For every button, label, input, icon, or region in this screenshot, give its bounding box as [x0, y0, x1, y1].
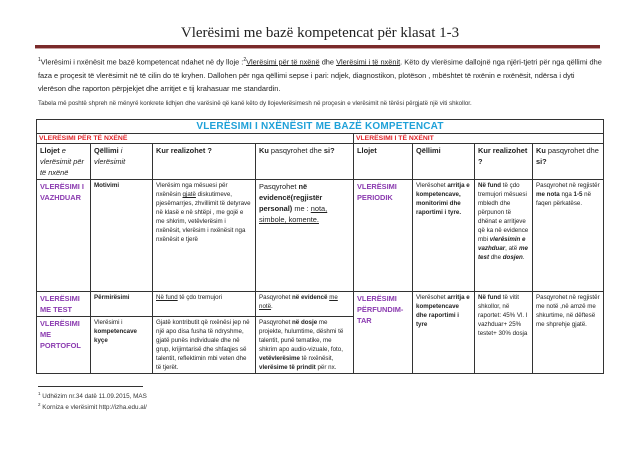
table-row: [37, 292, 604, 317]
col-header-when-left: Kur realizohet ?: [153, 144, 256, 180]
when-cell: Gjatë kontributit që nxënësi jep në një apo disa fusha të ndryshme, gjatë punës individuale dhe në grup, krijimtarisë dhe shfaqjes së talentit, reflektimin mbi veten dhe të tjerët.: [153, 317, 256, 374]
table-row: [37, 180, 604, 292]
link-vleresimi-per-te-nxene[interactable]: Vlerësimi për të nxënë: [246, 57, 320, 67]
intro-paragraph: $^1$Vlerësimi i nxënësit me bazë kompetencat ndahet në dy lloje :$^2$Vlerësimi për të nxënë dhe Vlerësimi i të nxënit. Këto dy vlerësime dallojnë nga njëri-tjetri për nga qëllimi dhe faza e proçesit të vlerësimit në të cilin do të kryhen. Dallohen për nga qëllimi sepse i pari: ndjek, diagnostikon, plotëson , mbështet të nxënin e nxënësit, ndërsa i dyti vlerëson dhe raporton përpjekjet dhe arritjet e tij krahasuar me standardin.: [38, 57, 602, 94]
type-cell: VLERËSIMI PËRFUNDIM-TAR: [354, 292, 413, 374]
col-header-goal-left: Qëllimi i vlerësimit: [91, 144, 153, 180]
title-divider: [35, 45, 600, 49]
when-cell: Në fund të çdo tremujori mësuesi mbledh dhe përpunon të dhënat e arritjeve që ka në evidence mbi vlerësimin e vazhduar, atë me test dhe dosjen.: [475, 180, 533, 292]
table-title: VLERËSIMI I NXËNËSIT ME BAZË KOMPETENCAT: [37, 120, 604, 134]
col-header-type-right: Llojet: [354, 144, 413, 180]
footnote-1: $^1$ Udhëzim nr.34 datë 11.09.2015, MAS: [38, 391, 147, 401]
where-cell: Pasqyrohet në dosje me projekte, hulumtime, dëshmi të talentit, punë tematike, me shkrim apo audio-vizuale, foto, vetëvlerësime të nxënësit, vlerësime të prindit për nx.: [256, 317, 354, 374]
goal-cell: Vlerësohet arritja e kompetencave, monitorimi dhe raportimi i tyre.: [413, 180, 475, 292]
column-header-row: [37, 144, 604, 180]
table-lead-text: Tabela më poshtë shpreh në mënyrë konkrete lidhjen dhe varësinë që kanë këto dy llojevlerësimesh në proçesin e vlerësimit në tërësi përgjatë një viti shkollor.: [38, 100, 472, 107]
link-vleresimi-i-te-nxenit[interactable]: Vlerësimi i të nxënit: [336, 57, 401, 67]
col-header-type-left: Llojet e vlerësimit për të nxënë: [37, 144, 91, 180]
col-header-where-right: Ku pasqyrohet dhe si?: [533, 144, 604, 180]
footnote-ref-1[interactable]: 1: [38, 57, 41, 63]
section-right-header: VLERËSIMI I TË NXËNIT: [354, 134, 604, 144]
goal-cell: Vlerësimi i kompetencave kyçe: [91, 317, 153, 374]
type-cell: VLERËSIMI I VAZHDUAR: [37, 180, 91, 292]
col-header-when-right: Kur realizohet ?: [475, 144, 533, 180]
where-cell: Pasqyrohet në evidencë(regjistër personal) me : nota, simbole, komente.: [256, 180, 354, 292]
where-cell: Pasqyrohet në evidencë me notë.: [256, 292, 354, 317]
where-cell: Pasqyrohet në regjistër me notë ,në amzë me shkurtime, në dëftesë me shprehje gjatë.: [533, 292, 604, 374]
footnote-2: $^2$ Korniza e vlerësimit http://izha.edu.al/: [38, 402, 147, 412]
type-cell: VLERËSIMI ME TEST: [37, 292, 91, 317]
col-header-where-left: Ku pasqyrohet dhe si?: [256, 144, 354, 180]
col-header-goal-right: Qëllimi: [413, 144, 475, 180]
section-left-header: VLERËSIMI PËR TË NXËNË: [37, 134, 354, 144]
where-cell: Pasqyrohet në regjistër me nota nga 1-5 në faqen përkatëse.: [533, 180, 604, 292]
footnote-divider: [38, 386, 143, 387]
goal-cell: Vlerësohet arritja e kompetencave dhe raportimi i tyre: [413, 292, 475, 374]
goal-cell: Përmirësimi: [91, 292, 153, 317]
page-title: Vlerësimi me bazë kompetencat për klasat 1-3: [180, 25, 460, 41]
when-cell: Vlerësim nga mësuesi për nxënësin gjatë diskutimeve, pjesëmarrjes, zhvillimit të detyrave në klasë e në shtëpi , me gojë e me shkrim, vetëvlerësim i nxënësit, vlerësim i nxënësit nga nxënësit e tjerë: [153, 180, 256, 292]
when-cell: Në fund të çdo tremujori: [153, 292, 256, 317]
goal-cell: Motivimi: [91, 180, 153, 292]
when-cell: Në fund të vitit shkollor, në raportet: 45% Vl. I vazhduar+ 25% testet+ 30% dosja: [475, 292, 533, 374]
assessment-table: [36, 119, 604, 374]
footnote-ref-2[interactable]: 2: [243, 57, 247, 63]
type-cell: VLERËSIMI ME PORTOFOL: [37, 317, 91, 374]
type-cell: VLERËSIMI PERIODIK: [354, 180, 413, 292]
